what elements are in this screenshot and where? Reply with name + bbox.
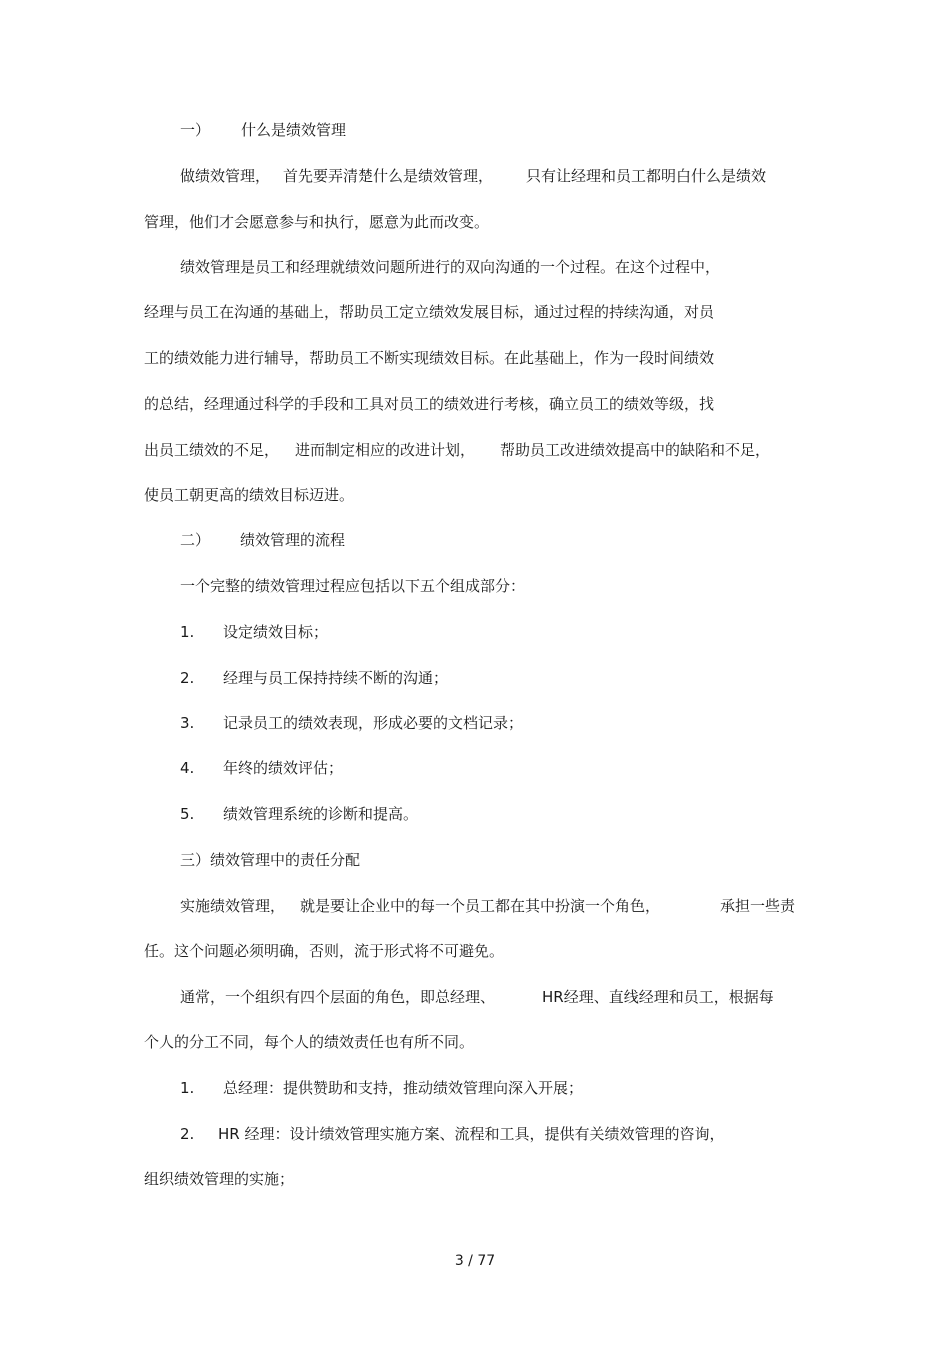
list-text: HR 经理：设计绩效管理实施方案、流程和工具，提供有关绩效管理的咨询， [218, 1125, 725, 1143]
list-number: 4. [180, 759, 195, 777]
list-number: 3. [180, 714, 195, 732]
text-segment: 出员工绩效的不足， [144, 441, 280, 459]
paragraph-line: 经理与员工在沟通的基础上，帮助员工定立绩效发展目标，通过过程的持续沟通，对员 [144, 303, 715, 321]
list-text: 设定绩效目标； [223, 623, 329, 641]
text-segment: 实施绩效管理， [180, 897, 286, 915]
text-segment: 进而制定相应的改进计划， [295, 441, 476, 459]
text-segment: HR经理、直线经理和员工，根据每 [542, 988, 774, 1006]
paragraph-line: 的总结，经理通过科学的手段和工具对员工的绩效进行考核，确立员工的绩效等级，找 [144, 395, 715, 413]
list-text: 绩效管理系统的诊断和提高。 [223, 805, 419, 823]
section-number: 二） [180, 531, 211, 549]
list-number: 2. [180, 669, 195, 687]
text-segment: 通常，一个组织有四个层面的角色，即总经理、 [180, 988, 496, 1006]
text-segment: 做绩效管理， [180, 167, 271, 185]
paragraph-line: 使员工朝更高的绩效目标迈进。 [144, 486, 355, 504]
section-title: 绩效管理的流程 [240, 531, 346, 549]
list-number: 2. [180, 1125, 195, 1143]
section-number: 一） [180, 121, 211, 139]
list-text: 年终的绩效评估； [223, 759, 344, 777]
text-segment: 只有让经理和员工都明白什么是绩效 [526, 167, 767, 185]
list-number: 5. [180, 805, 195, 823]
section-heading-3: 三）绩效管理中的责任分配 [180, 851, 361, 869]
paragraph-line: 任。这个问题必须明确，否则，流于形式将不可避免。 [144, 942, 505, 960]
page-number: 3 / 77 [454, 1253, 496, 1269]
paragraph-line: 个人的分工不同，每个人的绩效责任也有所不同。 [144, 1033, 475, 1051]
text-segment: 帮助员工改进绩效提高中的缺陷和不足， [500, 441, 771, 459]
text-segment: 就是要让企业中的每一个员工都在其中扮演一个角色， [300, 897, 661, 915]
text-segment: 首先要弄清楚什么是绩效管理， [283, 167, 494, 185]
list-text: 记录员工的绩效表现，形成必要的文档记录； [223, 714, 524, 732]
paragraph-line: 绩效管理是员工和经理就绩效问题所进行的双向沟通的一个过程。在这个过程中， [180, 258, 721, 276]
list-item-continuation: 组织绩效管理的实施； [144, 1170, 295, 1188]
list-text: 经理与员工保持持续不断的沟通； [223, 669, 449, 687]
section-title: 什么是绩效管理 [241, 121, 347, 139]
list-number: 1. [180, 1079, 195, 1097]
text-segment: 承担一些责 [720, 897, 796, 915]
paragraph-line: 工的绩效能力进行辅导，帮助员工不断实现绩效目标。在此基础上，作为一段时间绩效 [144, 349, 715, 367]
paragraph-line: 一个完整的绩效管理过程应包括以下五个组成部分： [180, 577, 526, 595]
list-number: 1. [180, 623, 195, 641]
paragraph-line: 管理，他们才会愿意参与和执行，愿意为此而改变。 [144, 213, 490, 231]
list-text: 总经理：提供赞助和支持，推动绩效管理向深入开展； [223, 1079, 584, 1097]
